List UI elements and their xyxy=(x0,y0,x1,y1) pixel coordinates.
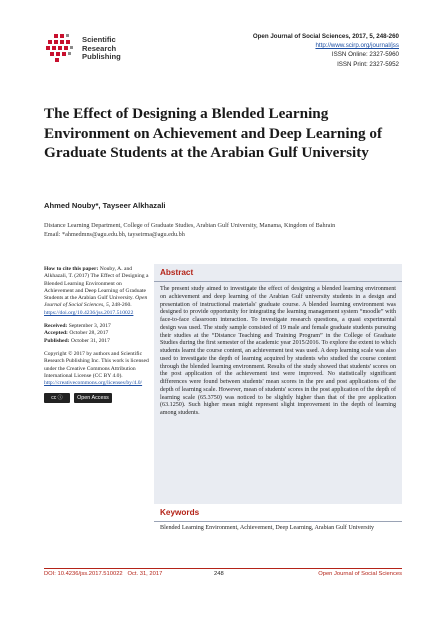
footer-divider xyxy=(44,568,402,569)
journal-info xyxy=(253,32,399,69)
affiliation-text: Distance Learning Department, College of Graduate Studies, Arabian Gulf University, Manama, Kingdom of Bahrain xyxy=(44,222,336,229)
published-row: Published: October 31, 2017 xyxy=(44,337,110,344)
cite-label: How to cite this paper: xyxy=(44,266,99,272)
copyright-text: Copyright © 2017 by authors and Scientific Research Publishing Inc. This work is licensed under the Creative Commons Attribution International License (CC BY 4.0). xyxy=(44,350,149,379)
citation-block xyxy=(44,266,150,317)
journal-citation: Open Journal of Social Sciences, 2017, 5, 248-260 xyxy=(252,33,399,40)
abstract-heading: Abstract xyxy=(160,268,194,277)
open-access-badge[interactable]: Open Access xyxy=(74,393,112,403)
cite-text: Nouby, A. and Alkhazali, T. (2017) The Effect of Designing a Blended Learning Environment on Achievement and Deep Learning of Graduate Students at the Arabian Gulf University. xyxy=(44,266,149,302)
cite-doi-link[interactable]: https://doi.org/10.4236/jss.2017.510022 xyxy=(44,309,134,316)
page-number: 248 xyxy=(214,571,224,577)
publisher-name: Scientific Research Publishing xyxy=(82,35,121,62)
keywords-text: Blended Learning Environment, Achievement, Deep Learning, Arabian Gulf University xyxy=(160,525,375,531)
article-title: The Effect of Designing a Blended Learning Environment on Achievement and Deep Learning of Graduate Students at the Arabian Gulf University xyxy=(44,105,383,162)
keywords-divider xyxy=(154,521,402,522)
footer-doi-date xyxy=(44,571,162,577)
abstract-divider xyxy=(154,281,402,282)
footer-journal: Open Journal of Social Sciences xyxy=(318,571,402,577)
dates-block xyxy=(44,323,150,345)
author-email: Email: *ahmedmns@agu.edu.bh, tayseirma@agu.edu.bh xyxy=(44,230,185,238)
issn-online: ISSN Online: 2327-5960 xyxy=(331,51,399,59)
issn-print: ISSN Print: 2327-5952 xyxy=(337,60,399,68)
cite-pages: 248-260. xyxy=(111,302,132,309)
article-sidebar xyxy=(44,266,150,403)
received-row: Received: September 3, 2017 xyxy=(44,323,111,330)
license-badges xyxy=(44,393,150,403)
license-link[interactable]: http://creativecommons.org/licenses/by/4.0/ xyxy=(44,380,143,387)
accepted-row: Accepted: October 28, 2017 xyxy=(44,330,109,337)
journal-url-link[interactable]: http://www.scirp.org/journal/jss xyxy=(315,42,399,50)
footer-doi[interactable]: DOI: 10.4236/jss.2017.510022 xyxy=(44,571,123,577)
article-authors: Ahmed Nouby*, Tayseer Alkhazali xyxy=(44,201,166,210)
keywords-heading: Keywords xyxy=(160,508,200,517)
cite-journal: Open Journal of Social Sciences, 5, xyxy=(44,295,148,309)
article-affiliation xyxy=(44,222,404,239)
cc-by-badge-icon[interactable]: cc ⓘ xyxy=(44,393,70,403)
publisher-logo[interactable] xyxy=(44,32,194,66)
abstract-text: The present study aimed to investigate the effect of designing a blended learning environment on achievement and deep learning of the Arabian Gulf university students in a design and presentation of instructional materials' graduate course. A blended learning environment was designed to provide opportunity for integrating the learning management system “moodle” with face-to-face classroom interaction. To investigate research questions, a quasi experimental design was used. The study sample consisted of 19 male and female graduate students pursuing their studies at the “Distance Teaching and Training Program” in the College of Graduate Studies during the first semester of the academic year 2015/2016. To explore the extent to which students learnt the course content, an achievement test was used. A deep learning scale was also used to investigate the depth of learning acquired by students who studied the course content through the blended learning environment. Results of the study showed that students' scores on the post application of the achievement test were improved. No statistically significant differences were found between students' mean scores in the pre and post applications of the depth of learning scale. However, mean of students' scores in the post application of the depth of learning scale (65.3750) was noticed to be slightly higher than that of the pre application (63.1250). Such higher mean might represent slight improvement in the depth of learning among students. xyxy=(160,286,396,416)
srp-logo-icon xyxy=(44,32,76,64)
copyright-block xyxy=(44,351,150,387)
footer-date: Oct. 31, 2017 xyxy=(127,571,163,577)
